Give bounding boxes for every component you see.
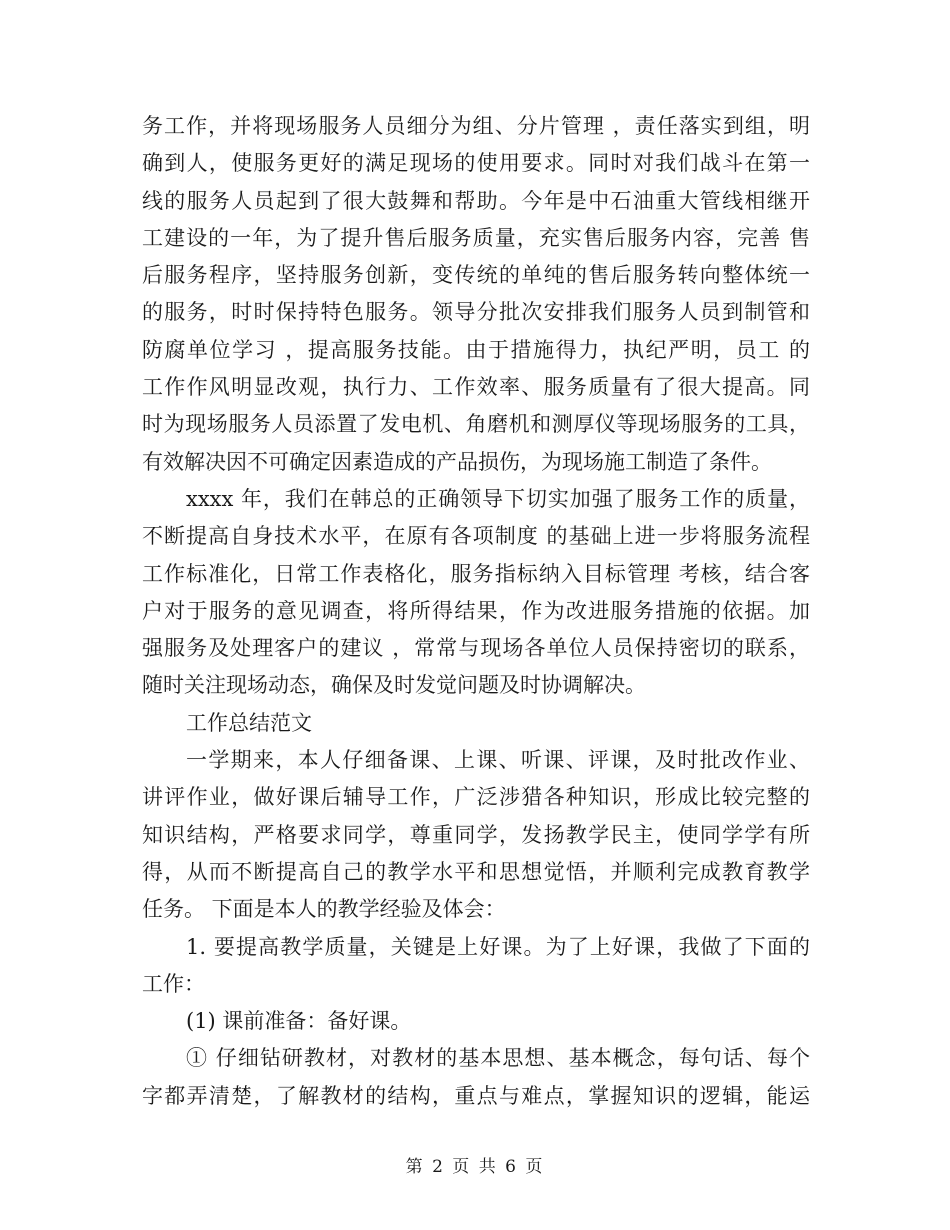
text-line: 字都弄清楚，了解教材的结构，重点与难点，掌握知识的逻辑，能运: [142, 1083, 810, 1108]
text-line: 工作作风明显改观，执行力、工作效率、服务质量有了很大提高。同: [142, 375, 810, 400]
text-line: 务工作，并将现场服务人员细分为组、分片管理 ，责任落实到组，明: [142, 114, 810, 138]
paragraph-first-line: (1) 课前准备：备好课。: [186, 1009, 412, 1034]
text-line: 后服务程序，坚持服务创新，变传统的单纯的售后服务转向整体统一: [142, 263, 810, 288]
text-line: 工作标准化，日常工作表格化，服务指标纳入目标管理 考核，结合客: [142, 561, 810, 586]
paragraph-first-line: 1. 要提高教学质量，关键是上好课。为了上好课，我做了下面的: [186, 934, 810, 959]
text-line: 任务。 下面是本人的教学经验及体会：: [142, 897, 506, 922]
text-line: 得，从而不断提高自己的教学水平和思想觉悟，并顺利完成教育教学: [142, 859, 810, 884]
text-line: 强服务及处理客户的建议 ，常常与现场各单位人员保持密切的联系，: [142, 636, 810, 661]
text-line: 讲评作业，做好课后辅导工作，广泛涉猎各种知识，形成比较完整的: [142, 785, 810, 810]
text-line: 有效解决因不可确定因素造成的产品损伤，为现场施工制造了条件。: [142, 449, 772, 474]
text-line: 时为现场服务人员添置了发电机、角磨机和测厚仪等现场服务的工具，: [142, 412, 810, 437]
text-line: 确到人，使服务更好的满足现场的使用要求。同时对我们战斗在第一: [142, 151, 810, 176]
text-line: 知识结构，严格要求同学，尊重同学，发扬教学民主，使同学学有所: [142, 822, 810, 847]
text-line: 随时关注现场动态，确保及时发觉问题及时协调解决。: [142, 673, 646, 698]
paragraph-first-line: 一学期来，本人仔细备课、上课、听课、评课，及时批改作业、: [186, 748, 810, 773]
text-line: 防腐单位学习 ，提高服务技能。由于措施得力，执纪严明，员工 的: [142, 337, 810, 362]
text-line: 户对于服务的意见调查，将所得结果，作为改进服务措施的依据。加: [142, 598, 810, 623]
section-heading: 工作总结范文: [186, 710, 312, 735]
page-number: 第 2 页 共 6 页: [405, 1157, 545, 1177]
document-body: [142, 108, 810, 1115]
paragraph-first-line: xxxx 年，我们在韩总的正确领导下切实加强了服务工作的质量，: [186, 486, 810, 511]
text-line: 不断提高自身技术水平，在原有各项制度 的基础上进一步将服务流程: [142, 524, 810, 549]
text-line: 工建设的一年，为了提升售后服务质量，充实售后服务内容，完善 售: [142, 225, 810, 250]
text-line: 线的服务人员起到了很大鼓舞和帮助。今年是中石油重大管线相继开: [142, 188, 810, 213]
paragraph-first-line: ① 仔细钻研教材，对教材的基本思想、基本概念，每句话、每个: [186, 1046, 810, 1071]
text-line: 工作：: [142, 971, 205, 996]
text-line: 的服务，时时保持特色服务。领导分批次安排我们服务人员到制管和: [142, 300, 810, 325]
